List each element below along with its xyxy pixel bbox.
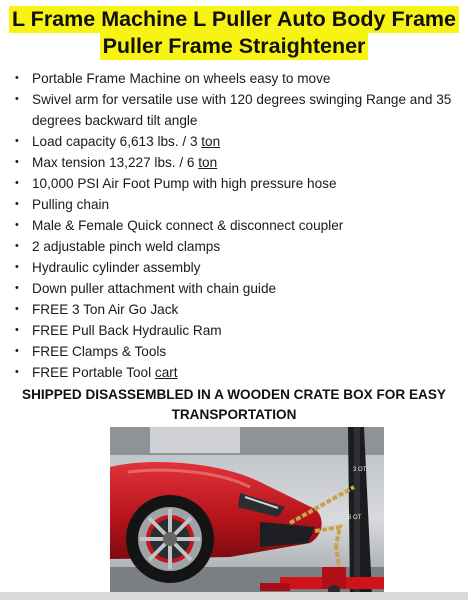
frame-machine-car-image bbox=[110, 427, 384, 595]
post-label-top: 3 OT bbox=[353, 467, 367, 473]
title-block bbox=[0, 0, 468, 60]
bullet-icon: • bbox=[15, 72, 19, 84]
feature-link[interactable]: cart bbox=[154, 365, 178, 380]
bullet-icon: • bbox=[15, 282, 19, 294]
feature-text: Portable Frame Machine on wheels easy to move bbox=[32, 71, 331, 86]
bullet-icon: • bbox=[15, 93, 19, 105]
title-line-1: L Frame Machine L Puller Auto Body Frame bbox=[9, 6, 459, 33]
feature-text: Max tension 13,227 lbs. / 6 bbox=[32, 155, 199, 170]
feature-text: Load capacity 6,613 lbs. / 3 bbox=[32, 134, 202, 149]
feature-item bbox=[15, 341, 458, 362]
title-line-2: Puller Frame Straightener bbox=[100, 33, 369, 60]
feature-text: Hydraulic cylinder assembly bbox=[32, 260, 201, 275]
feature-link[interactable]: ton bbox=[198, 155, 218, 170]
bullet-icon: • bbox=[15, 198, 19, 210]
bullet-icon: • bbox=[15, 261, 19, 273]
feature-item bbox=[15, 152, 458, 173]
feature-item bbox=[15, 173, 458, 194]
feature-text: Pulling chain bbox=[32, 197, 110, 212]
feature-item bbox=[15, 236, 458, 257]
feature-item bbox=[15, 89, 458, 131]
bullet-icon: • bbox=[15, 135, 19, 147]
feature-item bbox=[15, 257, 458, 278]
product-photo bbox=[110, 427, 384, 595]
bullet-icon: • bbox=[15, 240, 19, 252]
feature-link[interactable]: ton bbox=[201, 134, 221, 149]
feature-text: FREE Clamps & Tools bbox=[32, 344, 167, 359]
bullet-icon: • bbox=[15, 324, 19, 336]
bullet-icon: • bbox=[15, 303, 19, 315]
feature-item bbox=[15, 320, 458, 341]
feature-item bbox=[15, 194, 458, 215]
bullet-icon: • bbox=[15, 219, 19, 231]
feature-item bbox=[15, 299, 458, 320]
feature-text: Down puller attachment with chain guide bbox=[32, 281, 277, 296]
post-label-mid: 6 OT bbox=[348, 515, 362, 521]
feature-item bbox=[15, 68, 458, 89]
feature-text: FREE Pull Back Hydraulic Ram bbox=[32, 323, 222, 338]
bullet-icon: • bbox=[15, 156, 19, 168]
bullet-icon: • bbox=[15, 177, 19, 189]
feature-item bbox=[15, 131, 458, 152]
feature-list bbox=[0, 68, 468, 383]
feature-text: Male & Female Quick connect & disconnect coupler bbox=[32, 218, 344, 233]
bottom-scroll-bar bbox=[0, 592, 468, 600]
feature-text: 2 adjustable pinch weld clamps bbox=[32, 239, 221, 254]
shipping-note: SHIPPED DISASSEMBLED IN A WOODEN CRATE BOX FOR EASY TRANSPORTATION bbox=[22, 387, 446, 422]
feature-text: FREE Portable Tool bbox=[32, 365, 155, 380]
feature-text: FREE 3 Ton Air Go Jack bbox=[32, 302, 179, 317]
feature-item bbox=[15, 278, 458, 299]
bullet-icon: • bbox=[15, 366, 19, 378]
feature-text: Swivel arm for versatile use with 120 degrees swinging Range and 35 degrees backward tilt angle bbox=[32, 92, 452, 128]
feature-item bbox=[15, 215, 458, 236]
feature-item bbox=[15, 362, 458, 383]
feature-text: 10,000 PSI Air Foot Pump with high pressure hose bbox=[32, 176, 337, 191]
bullet-icon: • bbox=[15, 345, 19, 357]
